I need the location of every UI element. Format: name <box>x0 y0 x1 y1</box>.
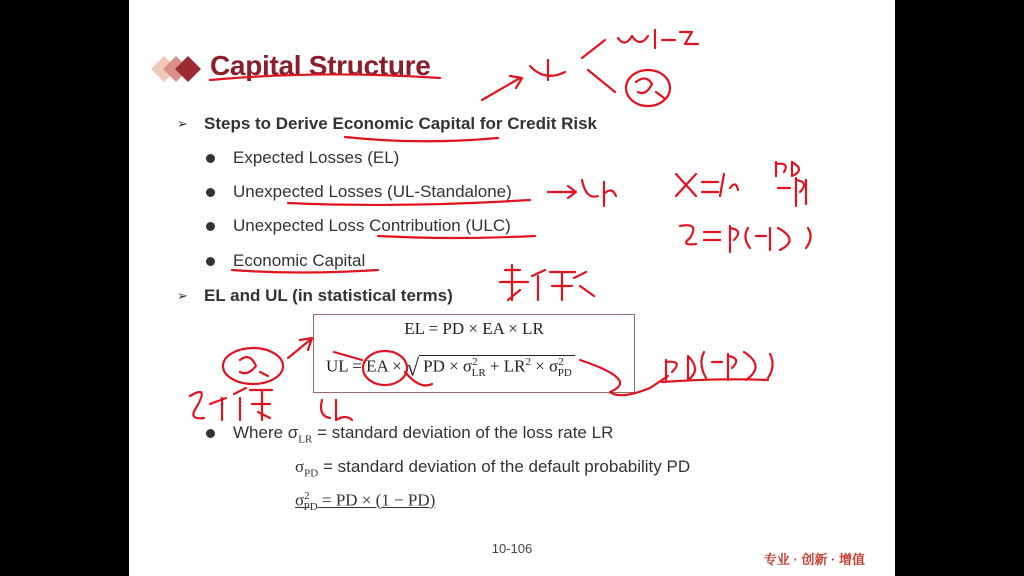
bullet-dot-icon <box>206 222 215 231</box>
arrow-bullet-icon: ➢ <box>177 288 188 303</box>
bullet-dot-icon <box>206 429 215 438</box>
sigma-pd-line: $\sigma_{PD}$ = standard deviation of the default probability PD <box>295 457 691 480</box>
arrow-bullet-icon: ➢ <box>177 116 188 131</box>
section2-heading: EL and UL (in statistical terms) <box>204 286 453 305</box>
bullet-dot-icon <box>206 257 215 266</box>
footer-slogan: 专业 · 创新 · 增值 <box>763 552 865 567</box>
formula-ul: UL = EA × √ PD × $\sigma^2_{LR} + LR^2 \times \sigma^2_{PD}$ <box>326 355 575 383</box>
slide-title: Capital Structure <box>210 50 431 81</box>
variance-line: $\sigma^2_{PD}$ = PD × (1 − PD) <box>295 490 436 514</box>
section1-heading: Steps to Derive Economic Capital for Credit Risk <box>204 114 597 133</box>
formula-el: EL = PD × EA × LR <box>404 319 544 338</box>
bullet-item: Economic Capital <box>233 251 366 270</box>
slide <box>129 0 895 576</box>
where-line: Where $\sigma_{LR}$ = standard deviation of the loss rate LR <box>233 423 614 446</box>
diamond-logo-icon <box>147 52 207 86</box>
bullet-item: Expected Losses (EL) <box>233 148 400 167</box>
bullet-dot-icon <box>206 154 215 163</box>
bullet-item: Unexpected Loss Contribution (ULC) <box>233 216 511 235</box>
bullet-item: Unexpected Losses (UL-Standalone) <box>233 182 512 201</box>
page-number: 10-106 <box>491 541 533 556</box>
bullet-dot-icon <box>206 188 215 197</box>
formula-box <box>313 314 635 393</box>
